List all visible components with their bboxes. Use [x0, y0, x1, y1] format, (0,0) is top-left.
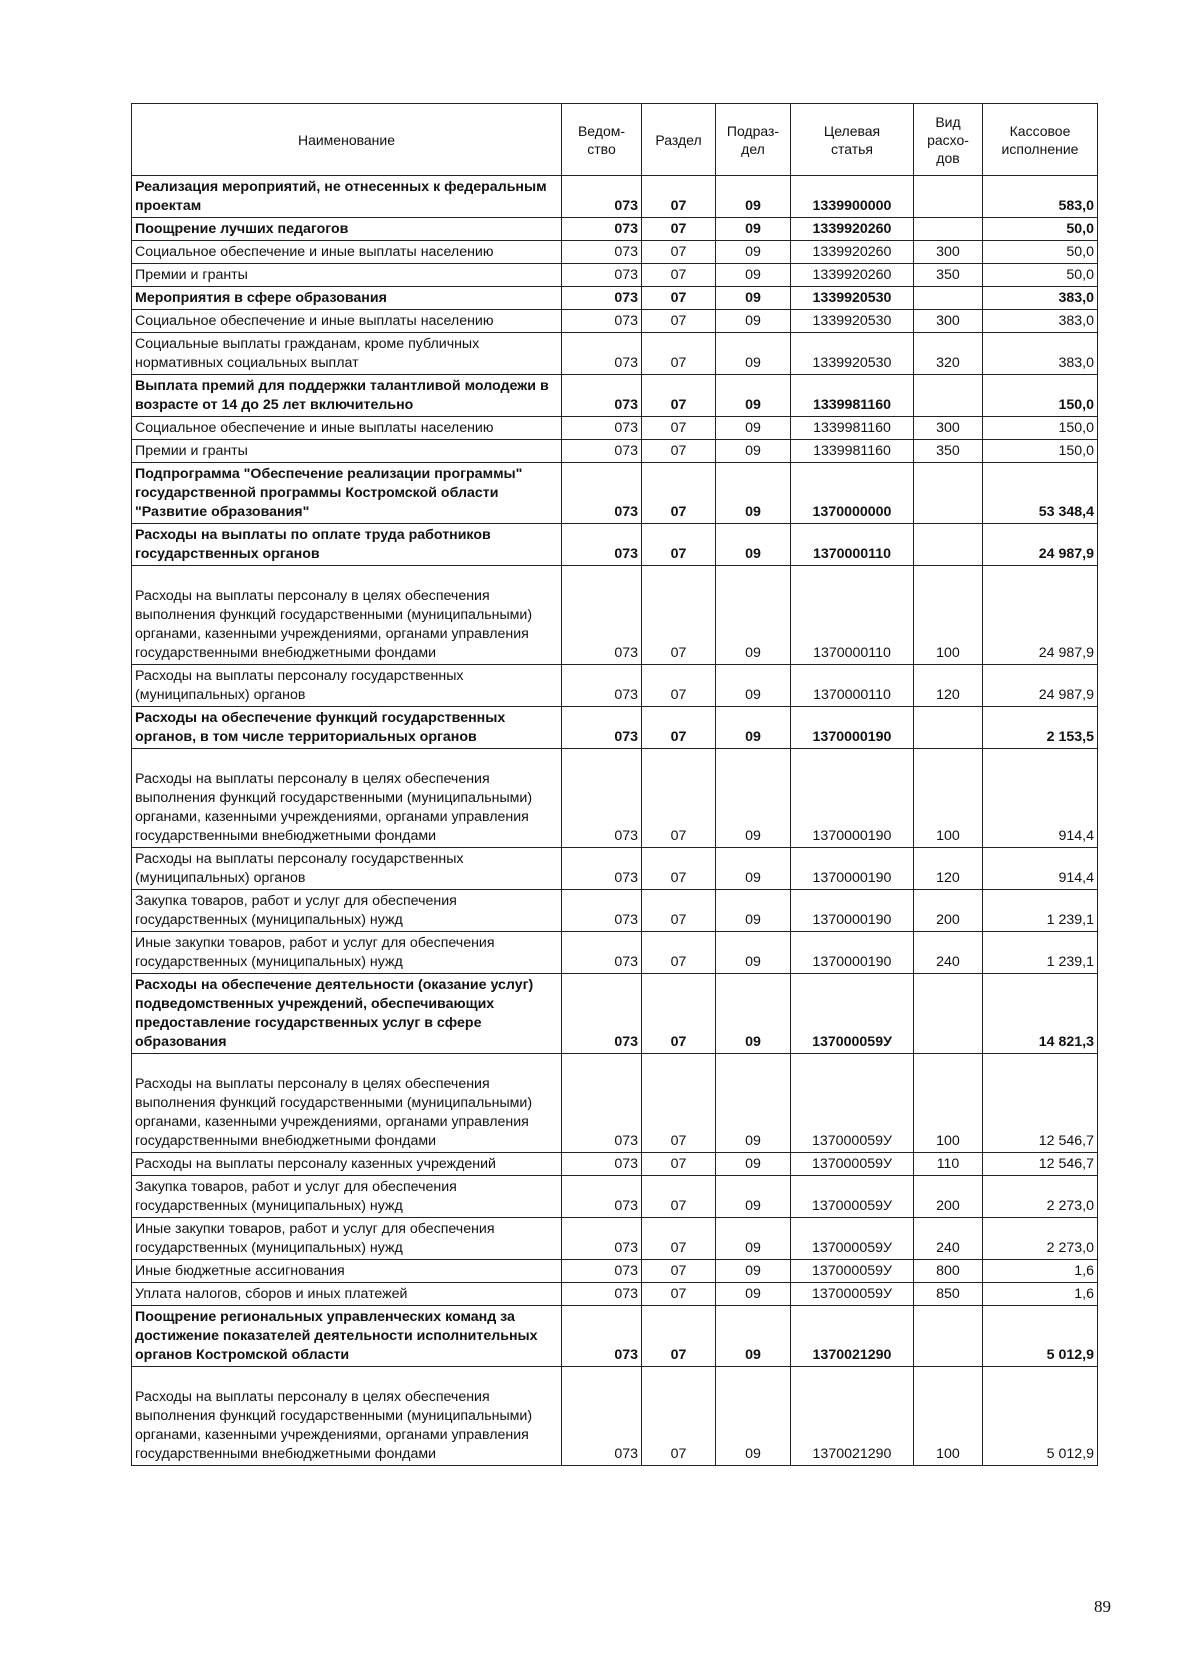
table-row [132, 218, 1098, 241]
row-expense-type: 350 [914, 264, 983, 287]
row-expense-type: 100 [914, 566, 983, 665]
row-subsection: 09 [716, 524, 791, 566]
row-cash-execution: 1,6 [983, 1283, 1098, 1306]
row-expense-type: 300 [914, 310, 983, 333]
row-section: 07 [642, 417, 716, 440]
row-section: 07 [642, 440, 716, 463]
row-target-article: 1339920260 [791, 264, 914, 287]
row-subsection: 09 [716, 417, 791, 440]
row-name: Мероприятия в сфере образования [132, 287, 562, 310]
row-expense-type [914, 524, 983, 566]
table-row [132, 1218, 1098, 1260]
row-name: Премии и гранты [132, 264, 562, 287]
table-row [132, 1367, 1098, 1466]
row-section: 07 [642, 333, 716, 375]
row-name: Подпрограмма "Обеспечение реализации программы" государственной программы Костромской области "Развитие образования" [132, 463, 562, 524]
row-department: 073 [562, 463, 642, 524]
row-subsection: 09 [716, 440, 791, 463]
row-subsection: 09 [716, 264, 791, 287]
row-target-article: 1370000190 [791, 848, 914, 890]
row-name: Премии и гранты [132, 440, 562, 463]
row-expense-type: 100 [914, 1054, 983, 1153]
row-name: Расходы на выплаты по оплате труда работников государственных органов [132, 524, 562, 566]
row-cash-execution: 1 239,1 [983, 932, 1098, 974]
table-header-row [132, 104, 1098, 176]
row-department: 073 [562, 176, 642, 218]
row-cash-execution: 12 546,7 [983, 1153, 1098, 1176]
row-section: 07 [642, 749, 716, 848]
table-row [132, 1283, 1098, 1306]
row-department: 073 [562, 1054, 642, 1153]
row-expense-type: 240 [914, 1218, 983, 1260]
row-target-article: 137000059У [791, 1153, 914, 1176]
row-section: 07 [642, 1367, 716, 1466]
row-department: 073 [562, 333, 642, 375]
row-cash-execution: 1,6 [983, 1260, 1098, 1283]
row-cash-execution: 150,0 [983, 440, 1098, 463]
row-section: 07 [642, 932, 716, 974]
table-row [132, 848, 1098, 890]
row-subsection: 09 [716, 707, 791, 749]
row-target-article: 1339920260 [791, 218, 914, 241]
row-section: 07 [642, 241, 716, 264]
row-target-article: 1339920530 [791, 310, 914, 333]
row-name: Расходы на обеспечение деятельности (оказание услуг) подведомственных учреждений, обеспечивающих предоставление государственных услуг в сфере образования [132, 974, 562, 1054]
row-expense-type: 120 [914, 848, 983, 890]
row-expense-type [914, 176, 983, 218]
table-row [132, 440, 1098, 463]
row-target-article: 1370000110 [791, 524, 914, 566]
table-row [132, 264, 1098, 287]
row-subsection: 09 [716, 310, 791, 333]
table-row [132, 1176, 1098, 1218]
table-row [132, 287, 1098, 310]
page-number: 89 [1094, 1597, 1111, 1616]
row-subsection: 09 [716, 375, 791, 417]
row-cash-execution: 12 546,7 [983, 1054, 1098, 1153]
row-department: 073 [562, 440, 642, 463]
row-name: Поощрение региональных управленческих команд за достижение показателей деятельности исполнительных органов Костромской области [132, 1306, 562, 1367]
row-section: 07 [642, 218, 716, 241]
table-row [132, 524, 1098, 566]
row-subsection: 09 [716, 333, 791, 375]
row-expense-type: 800 [914, 1260, 983, 1283]
row-name: Социальное обеспечение и иные выплаты населению [132, 417, 562, 440]
col-header-section: Раздел [642, 104, 716, 176]
table-row [132, 310, 1098, 333]
row-target-article: 1339900000 [791, 176, 914, 218]
row-name: Расходы на обеспечение функций государственных органов, в том числе территориальных органов [132, 707, 562, 749]
table-row [132, 333, 1098, 375]
row-section: 07 [642, 566, 716, 665]
row-department: 073 [562, 375, 642, 417]
row-cash-execution: 53 348,4 [983, 463, 1098, 524]
table-body [132, 176, 1098, 1466]
row-department: 073 [562, 524, 642, 566]
row-cash-execution: 383,0 [983, 287, 1098, 310]
row-subsection: 09 [716, 1367, 791, 1466]
row-name: Расходы на выплаты персоналу в целях обеспечения выполнения функций государственными (муниципальными) органами, казенными учреждениями, органами управления государственными внебюджетными фондами [132, 1367, 562, 1466]
row-target-article: 1370000190 [791, 707, 914, 749]
row-target-article: 1370000110 [791, 566, 914, 665]
row-subsection: 09 [716, 974, 791, 1054]
row-department: 073 [562, 1283, 642, 1306]
row-expense-type [914, 287, 983, 310]
table-row [132, 463, 1098, 524]
row-section: 07 [642, 375, 716, 417]
row-expense-type: 240 [914, 932, 983, 974]
row-subsection: 09 [716, 287, 791, 310]
col-header-subsection: Подраз- дел [716, 104, 791, 176]
row-department: 073 [562, 1176, 642, 1218]
row-cash-execution: 383,0 [983, 333, 1098, 375]
row-target-article: 137000059У [791, 1260, 914, 1283]
row-name: Расходы на выплаты персоналу государственных (муниципальных) органов [132, 665, 562, 707]
row-subsection: 09 [716, 463, 791, 524]
row-subsection: 09 [716, 1283, 791, 1306]
row-department: 073 [562, 218, 642, 241]
row-expense-type: 350 [914, 440, 983, 463]
row-expense-type [914, 707, 983, 749]
row-name: Расходы на выплаты персоналу государственных (муниципальных) органов [132, 848, 562, 890]
row-subsection: 09 [716, 749, 791, 848]
row-target-article: 1339920530 [791, 287, 914, 310]
row-name: Расходы на выплаты персоналу казенных учреждений [132, 1153, 562, 1176]
row-target-article: 1370000110 [791, 665, 914, 707]
row-cash-execution: 583,0 [983, 176, 1098, 218]
table-row [132, 932, 1098, 974]
row-name: Закупка товаров, работ и услуг для обеспечения государственных (муниципальных) нужд [132, 1176, 562, 1218]
row-name: Реализация мероприятий, не отнесенных к федеральным проектам [132, 176, 562, 218]
row-name: Расходы на выплаты персоналу в целях обеспечения выполнения функций государственными (муниципальными) органами, казенными учреждениями, органами управления государственными внебюджетными фондами [132, 1054, 562, 1153]
row-cash-execution: 2 153,5 [983, 707, 1098, 749]
row-expense-type [914, 1306, 983, 1367]
table-row [132, 1054, 1098, 1153]
table-row [132, 974, 1098, 1054]
row-target-article: 1370000000 [791, 463, 914, 524]
row-target-article: 1370000190 [791, 890, 914, 932]
row-section: 07 [642, 287, 716, 310]
table-row [132, 890, 1098, 932]
row-department: 073 [562, 749, 642, 848]
row-subsection: 09 [716, 1153, 791, 1176]
row-expense-type: 100 [914, 749, 983, 848]
row-name: Иные закупки товаров, работ и услуг для обеспечения государственных (муниципальных) нужд [132, 932, 562, 974]
row-target-article: 137000059У [791, 1218, 914, 1260]
table-row [132, 749, 1098, 848]
row-expense-type: 110 [914, 1153, 983, 1176]
row-department: 073 [562, 566, 642, 665]
row-name: Уплата налогов, сборов и иных платежей [132, 1283, 562, 1306]
row-name: Социальные выплаты гражданам, кроме публичных нормативных социальных выплат [132, 333, 562, 375]
table-row [132, 1306, 1098, 1367]
row-department: 073 [562, 1260, 642, 1283]
row-department: 073 [562, 707, 642, 749]
row-target-article: 1370021290 [791, 1306, 914, 1367]
row-cash-execution: 50,0 [983, 264, 1098, 287]
row-cash-execution: 914,4 [983, 749, 1098, 848]
row-name: Расходы на выплаты персоналу в целях обеспечения выполнения функций государственными (муниципальными) органами, казенными учреждениями, органами управления государственными внебюджетными фондами [132, 566, 562, 665]
row-target-article: 1370021290 [791, 1367, 914, 1466]
row-section: 07 [642, 848, 716, 890]
row-subsection: 09 [716, 665, 791, 707]
budget-table [131, 103, 1098, 1466]
row-section: 07 [642, 264, 716, 287]
col-header-department: Ведом- ство [562, 104, 642, 176]
row-department: 073 [562, 1218, 642, 1260]
row-name: Иные бюджетные ассигнования [132, 1260, 562, 1283]
row-section: 07 [642, 1153, 716, 1176]
table-row [132, 665, 1098, 707]
row-department: 073 [562, 665, 642, 707]
row-expense-type: 200 [914, 890, 983, 932]
row-expense-type [914, 463, 983, 524]
table-row [132, 566, 1098, 665]
table-row [132, 417, 1098, 440]
row-name: Поощрение лучших педагогов [132, 218, 562, 241]
row-department: 073 [562, 1153, 642, 1176]
row-subsection: 09 [716, 890, 791, 932]
row-target-article: 1339981160 [791, 440, 914, 463]
row-target-article: 137000059У [791, 1283, 914, 1306]
row-target-article: 1370000190 [791, 932, 914, 974]
row-target-article: 1339920260 [791, 241, 914, 264]
row-expense-type: 850 [914, 1283, 983, 1306]
row-department: 073 [562, 264, 642, 287]
table-row [132, 241, 1098, 264]
row-name: Иные закупки товаров, работ и услуг для обеспечения государственных (муниципальных) нужд [132, 1218, 562, 1260]
row-expense-type [914, 218, 983, 241]
row-section: 07 [642, 1260, 716, 1283]
row-name: Выплата премий для поддержки талантливой молодежи в возрасте от 14 до 25 лет включительно [132, 375, 562, 417]
row-name: Социальное обеспечение и иные выплаты населению [132, 310, 562, 333]
table-row [132, 707, 1098, 749]
row-expense-type: 320 [914, 333, 983, 375]
row-cash-execution: 24 987,9 [983, 665, 1098, 707]
row-section: 07 [642, 176, 716, 218]
row-cash-execution: 5 012,9 [983, 1367, 1098, 1466]
row-target-article: 137000059У [791, 974, 914, 1054]
col-header-name: Наименование [132, 104, 562, 176]
table-row [132, 375, 1098, 417]
row-department: 073 [562, 417, 642, 440]
row-target-article: 1339981160 [791, 375, 914, 417]
row-expense-type: 120 [914, 665, 983, 707]
row-section: 07 [642, 463, 716, 524]
row-section: 07 [642, 524, 716, 566]
row-cash-execution: 24 987,9 [983, 566, 1098, 665]
row-department: 073 [562, 974, 642, 1054]
row-subsection: 09 [716, 176, 791, 218]
row-cash-execution: 914,4 [983, 848, 1098, 890]
row-expense-type: 300 [914, 417, 983, 440]
table-row [132, 176, 1098, 218]
row-cash-execution: 5 012,9 [983, 1306, 1098, 1367]
row-cash-execution: 150,0 [983, 417, 1098, 440]
row-cash-execution: 2 273,0 [983, 1176, 1098, 1218]
row-department: 073 [562, 890, 642, 932]
row-name: Социальное обеспечение и иные выплаты населению [132, 241, 562, 264]
row-target-article: 1370000190 [791, 749, 914, 848]
row-subsection: 09 [716, 1306, 791, 1367]
row-section: 07 [642, 1283, 716, 1306]
row-cash-execution: 383,0 [983, 310, 1098, 333]
row-subsection: 09 [716, 218, 791, 241]
col-header-cash-execution: Кассовое исполнение [983, 104, 1098, 176]
row-section: 07 [642, 665, 716, 707]
row-department: 073 [562, 848, 642, 890]
row-subsection: 09 [716, 932, 791, 974]
row-section: 07 [642, 1306, 716, 1367]
row-subsection: 09 [716, 566, 791, 665]
col-header-target-article: Целевая статья [791, 104, 914, 176]
row-department: 073 [562, 1306, 642, 1367]
row-cash-execution: 24 987,9 [983, 524, 1098, 566]
row-department: 073 [562, 287, 642, 310]
row-cash-execution: 150,0 [983, 375, 1098, 417]
row-subsection: 09 [716, 1218, 791, 1260]
row-target-article: 137000059У [791, 1054, 914, 1153]
row-department: 073 [562, 241, 642, 264]
row-department: 073 [562, 1367, 642, 1466]
row-section: 07 [642, 890, 716, 932]
row-section: 07 [642, 707, 716, 749]
row-subsection: 09 [716, 1260, 791, 1283]
row-section: 07 [642, 1054, 716, 1153]
row-expense-type [914, 974, 983, 1054]
row-section: 07 [642, 310, 716, 333]
row-cash-execution: 50,0 [983, 241, 1098, 264]
row-subsection: 09 [716, 848, 791, 890]
row-subsection: 09 [716, 241, 791, 264]
row-subsection: 09 [716, 1176, 791, 1218]
col-header-expense-type: Вид расхо- дов [914, 104, 983, 176]
row-section: 07 [642, 1176, 716, 1218]
row-name: Расходы на выплаты персоналу в целях обеспечения выполнения функций государственными (муниципальными) органами, казенными учреждениями, органами управления государственными внебюджетными фондами [132, 749, 562, 848]
row-section: 07 [642, 1218, 716, 1260]
row-cash-execution: 1 239,1 [983, 890, 1098, 932]
row-cash-execution: 50,0 [983, 218, 1098, 241]
table-row [132, 1260, 1098, 1283]
row-expense-type [914, 375, 983, 417]
table-row [132, 1153, 1098, 1176]
row-department: 073 [562, 932, 642, 974]
row-cash-execution: 14 821,3 [983, 974, 1098, 1054]
row-expense-type: 200 [914, 1176, 983, 1218]
row-subsection: 09 [716, 1054, 791, 1153]
row-cash-execution: 2 273,0 [983, 1218, 1098, 1260]
row-expense-type: 300 [914, 241, 983, 264]
row-target-article: 1339920530 [791, 333, 914, 375]
row-target-article: 137000059У [791, 1176, 914, 1218]
row-target-article: 1339981160 [791, 417, 914, 440]
row-expense-type: 100 [914, 1367, 983, 1466]
row-section: 07 [642, 974, 716, 1054]
row-department: 073 [562, 310, 642, 333]
row-name: Закупка товаров, работ и услуг для обеспечения государственных (муниципальных) нужд [132, 890, 562, 932]
